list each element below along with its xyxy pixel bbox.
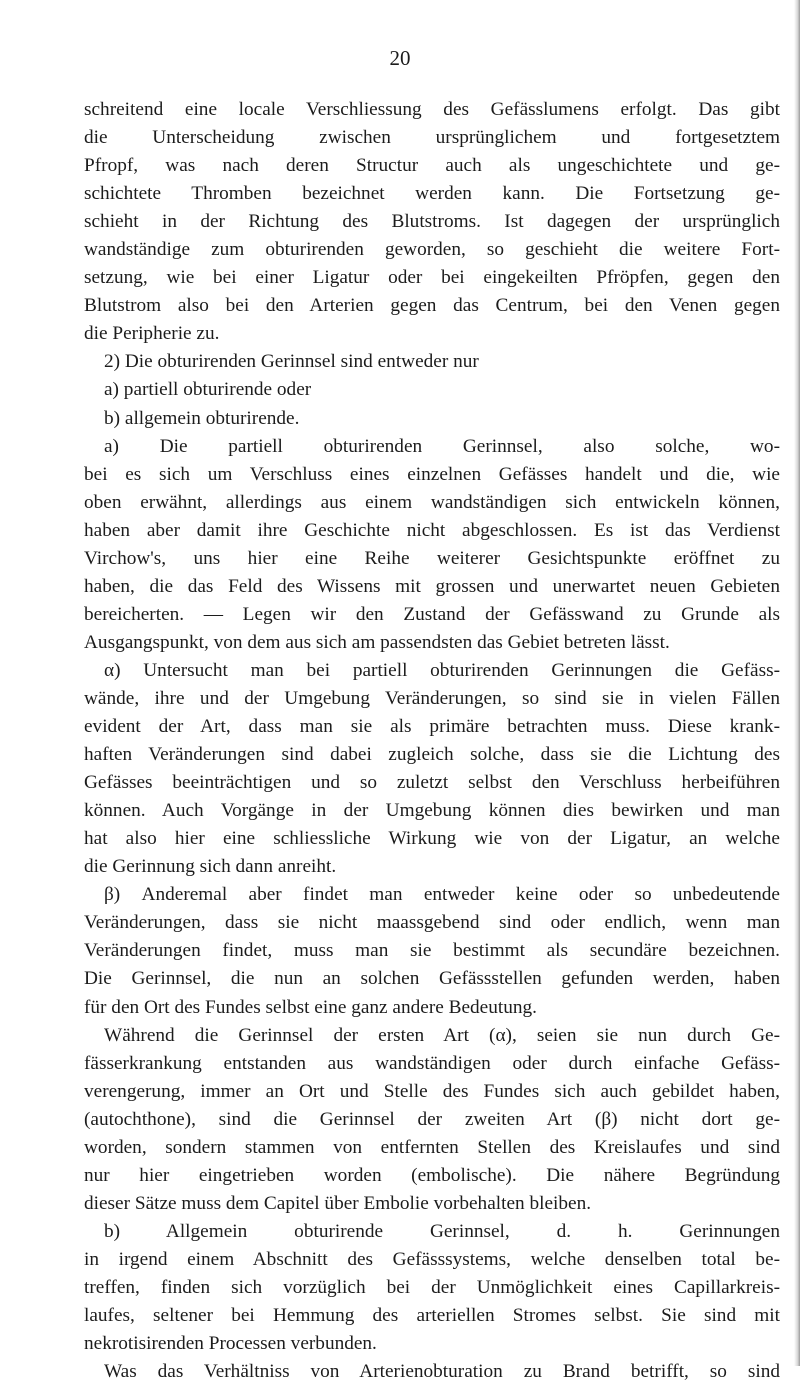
page-body xyxy=(84,96,780,1386)
text-line: Die Gerinnsel, die nun an solchen Gefässstellen gefunden werden, haben xyxy=(84,968,780,990)
text-line: setzung, wie bei einer Ligatur oder bei eingekeilten Pfröpfen, gegen den xyxy=(84,267,780,289)
text-line: Virchow's, uns hier eine Reihe weiterer Gesichtspunkte eröffnet zu xyxy=(84,547,780,569)
text-line: schreitend eine locale Verschliessung des Gefässlumens erfolgt. Das gibt xyxy=(84,99,780,120)
text-line: 2) Die obturirenden Gerinnsel sind entweder nur xyxy=(104,351,479,373)
text-line: schieht in der Richtung des Blutstroms. Ist dagegen der ursprünglich xyxy=(84,211,780,233)
text-line: b) Allgemein obturirende Gerinnsel, d. h. Gerinnungen xyxy=(104,1220,780,1242)
text-line: bereicherten. — Legen wir den Zustand der Gefässwand zu Grunde als xyxy=(84,603,780,625)
text-line: α) Untersucht man bei partiell obturirenden Gerinnungen die Gefäss- xyxy=(104,659,780,681)
text-line: dieser Sätze muss dem Capitel über Embolie vorbehalten bleiben. xyxy=(84,1192,592,1214)
text-line: die Unterscheidung zwischen ursprünglichem und fortgesetztem xyxy=(84,127,780,149)
text-line: nekrotisirenden Processen verbunden. xyxy=(84,1333,377,1355)
text-line: fässerkrankung entstanden aus wandständigen oder durch einfache Gefäss- xyxy=(84,1052,780,1074)
text-line: b) allgemein obturirende. xyxy=(104,407,300,429)
text-line: in irgend einem Abschnitt des Gefässsystems, welche denselben total be- xyxy=(84,1248,780,1270)
text-line: Blutstrom also bei den Arterien gegen das Centrum, bei den Venen gegen xyxy=(84,295,780,317)
text-line: bei es sich um Verschluss eines einzelnen Gefässes handelt und die, wie xyxy=(84,463,780,485)
text-line: Veränderungen findet, muss man sie bestimmt als secundäre bezeichnen. xyxy=(84,940,780,962)
page-edge-shadow xyxy=(794,0,800,1366)
text-line: Während die Gerinnsel der ersten Art (α), seien sie nun durch Ge- xyxy=(104,1024,780,1046)
text-line: wände, ihre und der Umgebung Veränderungen, so sind sie in vielen Fällen xyxy=(84,687,780,709)
text-line: Was das Verhältniss von Arterienobturation zu Brand betrifft, so sind xyxy=(104,1361,780,1383)
text-line: die Gerinnung sich dann anreiht. xyxy=(84,856,337,878)
text-line: haben, die das Feld des Wissens mit grossen und unerwartet neuen Gebieten xyxy=(84,575,780,597)
text-line: haben aber damit ihre Geschichte nicht abgeschlossen. Es ist das Verdienst xyxy=(84,519,780,541)
text-line: Pfropf, was nach deren Structur auch als ungeschichtete und ge- xyxy=(84,155,780,177)
text-line: a) Die partiell obturirenden Gerinnsel, also solche, wo- xyxy=(104,435,780,457)
text-line: können. Auch Vorgänge in der Umgebung können dies bewirken und man xyxy=(84,800,780,822)
text-line: evident der Art, dass man sie als primäre betrachten muss. Diese krank- xyxy=(84,716,780,738)
text-line: Veränderungen, dass sie nicht maassgebend sind oder endlich, wenn man xyxy=(84,912,780,934)
text-line: Gefässes beeinträchtigen und so zuletzt selbst den Verschluss herbeiführen xyxy=(84,772,780,794)
text-line: treffen, finden sich vorzüglich bei der Unmöglichkeit eines Capillarkreis- xyxy=(84,1276,780,1298)
text-line: für den Ort des Fundes selbst eine ganz andere Bedeutung. xyxy=(84,996,537,1018)
text-line: wandständige zum obturirenden geworden, so geschieht die weitere Fort- xyxy=(84,239,780,261)
text-line: Ausgangspunkt, von dem aus sich am passendsten das Gebiet betreten lässt. xyxy=(84,631,670,653)
text-line: laufes, seltener bei Hemmung des arteriellen Stromes selbst. Sie sind mit xyxy=(84,1305,780,1327)
text-line: die Peripherie zu. xyxy=(84,323,220,345)
text-line: (autochthone), sind die Gerinnsel der zweiten Art (β) nicht dort ge- xyxy=(84,1108,780,1130)
text-line: schichtete Thromben bezeichnet werden kann. Die Fortsetzung ge- xyxy=(84,183,780,205)
text-line: nur hier eingetrieben worden (embolische). Die nähere Begründung xyxy=(84,1164,780,1186)
text-line: oben erwähnt, allerdings aus einem wandständigen sich entwickeln können, xyxy=(84,491,780,513)
text-line: verengerung, immer an Ort und Stelle des Fundes sich auch gebildet haben, xyxy=(84,1080,780,1102)
text-line: worden, sondern stammen von entfernten Stellen des Kreislaufes und sind xyxy=(84,1136,780,1158)
page-number: 20 xyxy=(389,46,411,70)
text-line: β) Anderemal aber findet man entweder keine oder so unbedeutende xyxy=(104,884,780,906)
text-line: haften Veränderungen sind dabei zugleich solche, dass sie die Lichtung des xyxy=(84,744,780,766)
text-line: a) partiell obturirende oder xyxy=(104,379,312,401)
text-line: hat also hier eine schliessliche Wirkung wie von der Ligatur, an welche xyxy=(84,828,780,850)
